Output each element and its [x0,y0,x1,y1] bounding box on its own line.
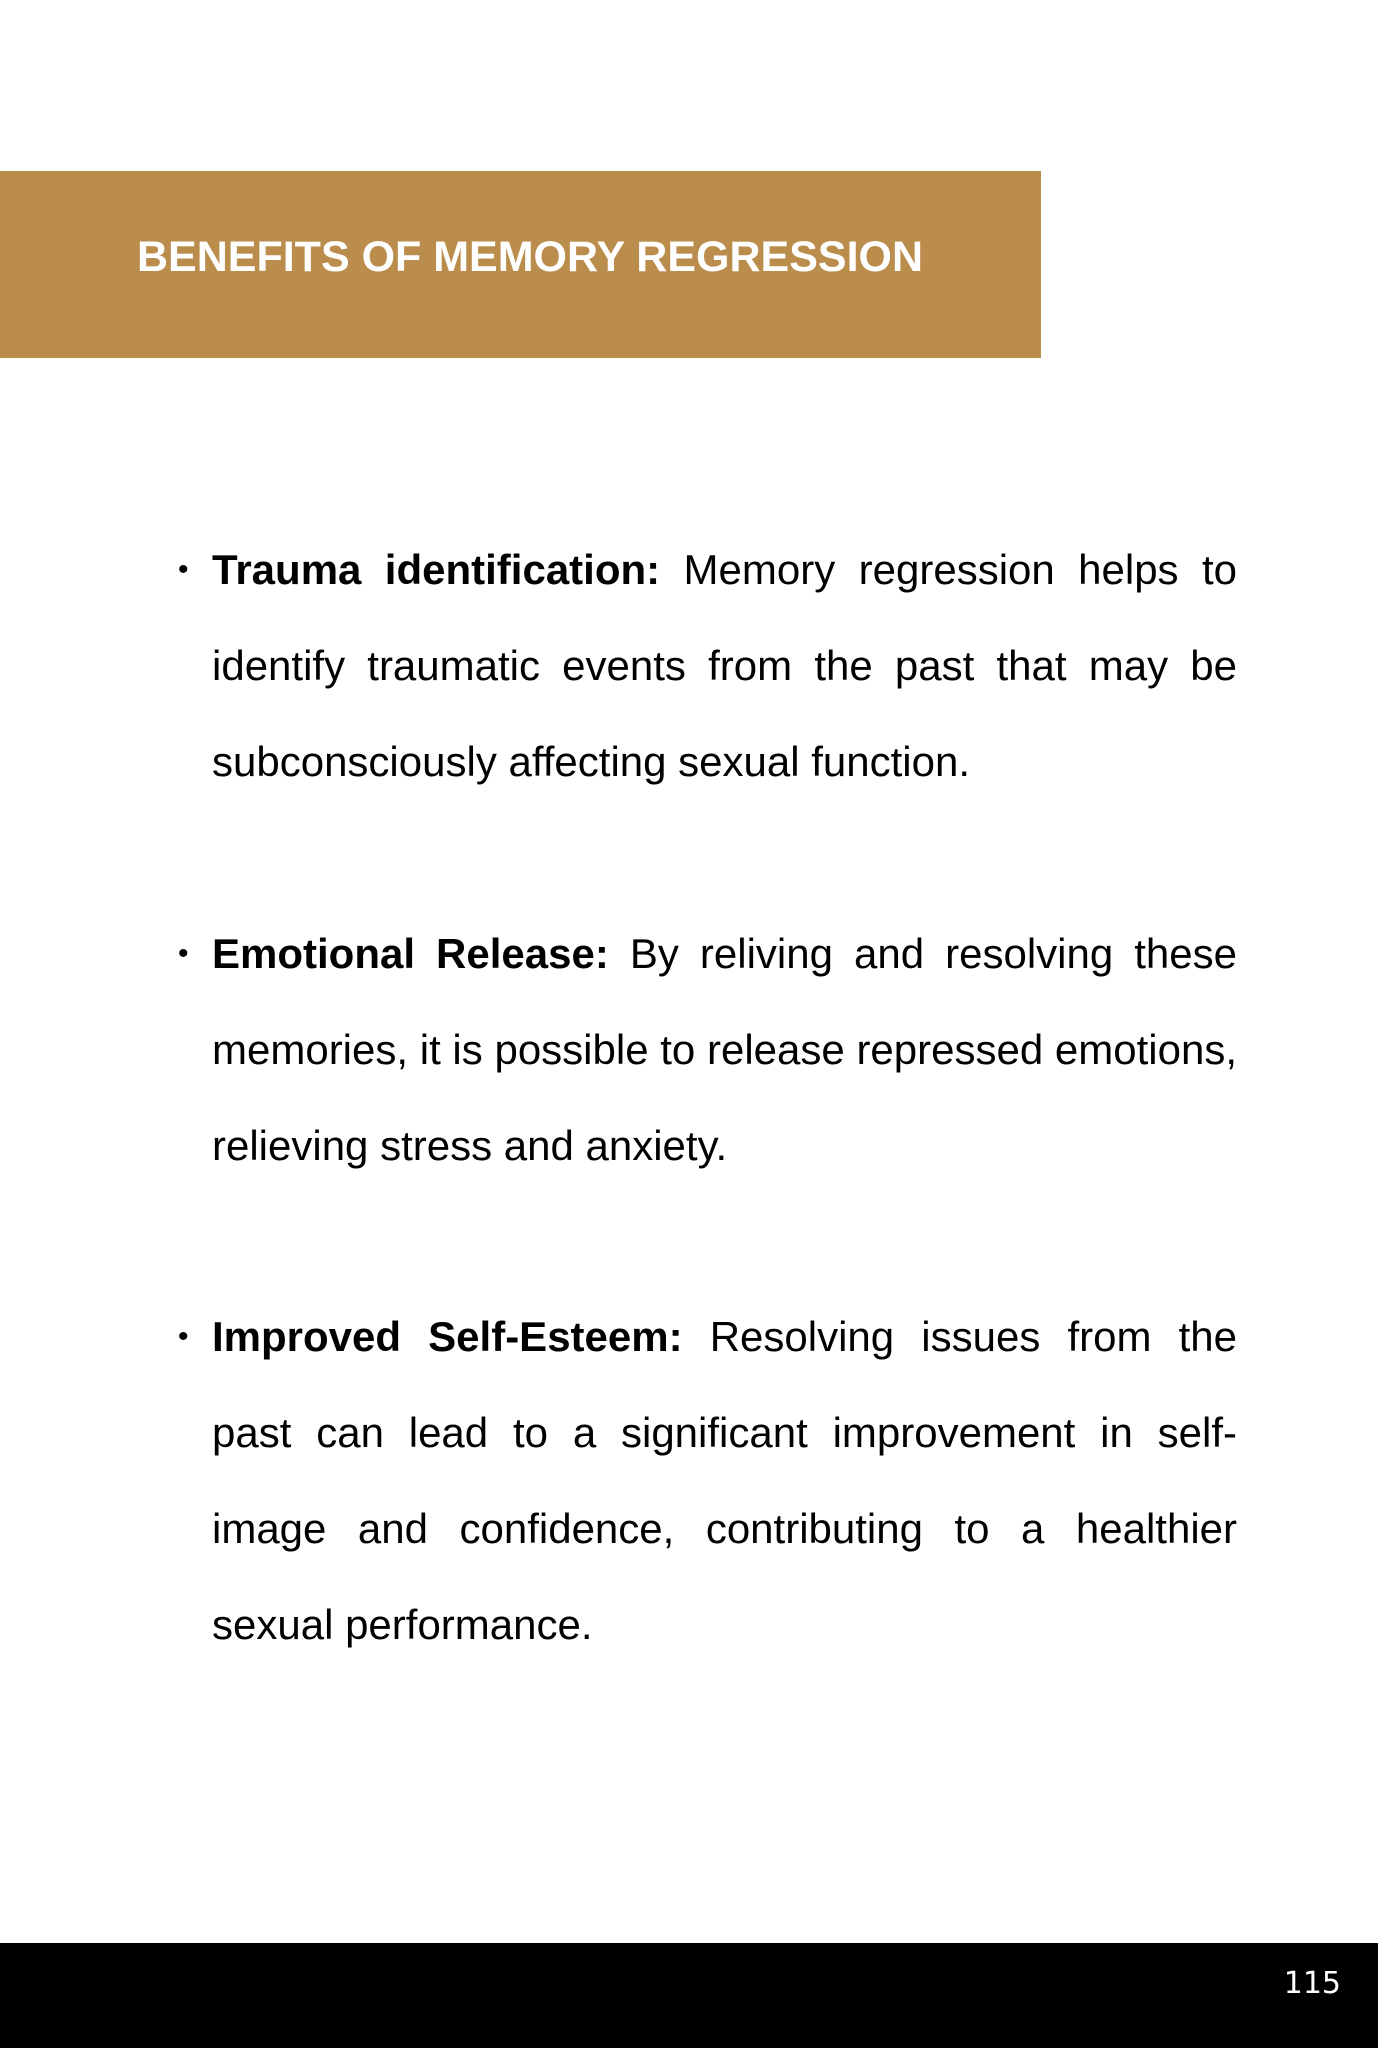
page-number: 115 [1283,1966,1341,2001]
benefit-description: Memory regression helps to identify traumatic events from the past that may be subconsciously affecting sexual function. [212,546,1237,785]
benefit-description: By reliving and resolving these memories, it is possible to release repressed emotions, relieving stress and anxiety. [212,930,1237,1169]
list-item [178,906,1237,1194]
list-item [178,522,1237,810]
benefit-description: Resolving issues from the past can lead to a significant improvement in self-image and confidence, contributing to a healthier sexual performance. [212,1313,1237,1648]
benefit-term: Trauma identification: [212,546,661,593]
bullet-icon: • [178,553,189,586]
footer-bar [0,1943,1378,2048]
list-item [178,1289,1237,1673]
benefit-term: Emotional Release: [212,930,609,977]
page-title: BENEFITS OF MEMORY REGRESSION [137,233,924,281]
bullet-icon: • [178,937,189,970]
benefit-term: Improved Self-Esteem: [212,1313,683,1360]
bullet-icon: • [178,1320,189,1353]
